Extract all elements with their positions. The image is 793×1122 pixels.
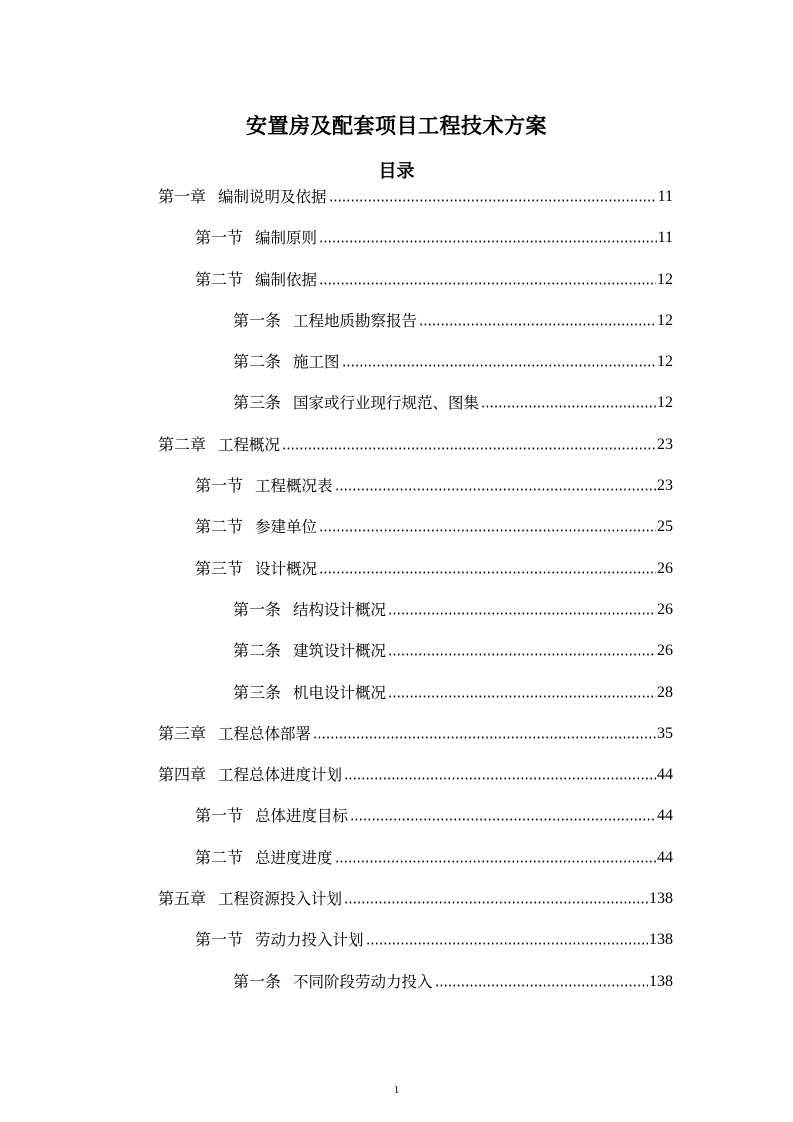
toc-entry[interactable] (0, 763, 793, 804)
dot-leader (319, 268, 656, 285)
toc-entry-number: 第四章 (158, 765, 207, 785)
toc-entry-page: 138 (649, 890, 673, 908)
toc-entry-title: 建筑设计概况 (293, 642, 387, 661)
page-number: 1 (393, 1084, 400, 1096)
document-title: 安置房及配套项目工程技术方案 (246, 114, 547, 139)
toc-entry-number: 第二节 (195, 517, 244, 537)
toc-entry-number: 第三条 (233, 393, 282, 413)
toc-entry[interactable] (0, 928, 793, 969)
toc-entry[interactable] (0, 970, 793, 1011)
toc-entry-page: 12 (657, 311, 673, 329)
toc-entry-title: 总进度进度 (255, 848, 333, 867)
toc-entry[interactable] (0, 226, 793, 267)
toc-entry-title: 机电设计概况 (293, 683, 387, 702)
toc-entry-title: 工程总体部署 (218, 724, 312, 743)
toc-heading: 目录 (378, 160, 415, 182)
dot-leader (282, 433, 656, 450)
toc-entry-page: 35 (657, 724, 673, 742)
dot-leader (366, 928, 648, 945)
dot-leader (435, 970, 648, 987)
dot-leader (388, 639, 656, 656)
toc-entry-title: 工程资源投入计划 (218, 890, 343, 909)
toc-entry[interactable] (0, 515, 793, 556)
toc-entry[interactable] (0, 681, 793, 722)
dot-leader (319, 515, 656, 532)
toc-entry-number: 第二条 (233, 352, 282, 372)
toc-entry-title: 工程总体进度计划 (218, 766, 343, 785)
toc-entry-page: 44 (657, 807, 673, 825)
toc-entry-page: 28 (657, 683, 673, 701)
dot-leader (335, 474, 656, 491)
toc-entry-title: 编制说明及依据 (218, 188, 327, 206)
toc-entry[interactable] (0, 557, 793, 598)
toc-entry-title: 结构设计概况 (293, 600, 387, 619)
toc-entry-title: 国家或行业现行规范、图集 (293, 394, 480, 413)
toc-entry-number: 第二条 (233, 641, 282, 661)
toc-entry-title: 参建单位 (255, 518, 318, 537)
toc-entry-number: 第一节 (195, 476, 244, 496)
dot-leader (388, 681, 656, 698)
dot-leader (313, 722, 656, 739)
toc-entry[interactable] (0, 598, 793, 639)
dot-leader (335, 846, 656, 863)
toc-entry-title: 劳动力投入计划 (255, 931, 364, 950)
toc-entry-number: 第一条 (233, 971, 282, 991)
toc-entry[interactable] (0, 804, 793, 845)
toc-entry-number: 第一条 (233, 310, 282, 330)
toc-entry-page: 26 (657, 559, 673, 577)
toc-entry-title: 工程概况表 (255, 477, 333, 496)
toc-entry-title: 工程地质勘察报告 (293, 311, 418, 330)
toc-entry-title: 施工图 (293, 353, 340, 372)
toc-entry[interactable] (0, 887, 793, 928)
toc-entry[interactable] (0, 268, 793, 309)
toc-entry[interactable] (0, 350, 793, 391)
toc-entry-number: 第一章 (158, 187, 207, 206)
toc-entry-number: 第一节 (195, 228, 244, 248)
dot-leader (342, 350, 656, 367)
toc-entry-title: 设计概况 (255, 559, 318, 578)
table-of-contents (0, 185, 793, 1011)
toc-entry-title: 不同阶段劳动力投入 (293, 972, 433, 991)
toc-entry-number: 第一节 (195, 806, 244, 826)
toc-entry-number: 第二章 (158, 434, 207, 454)
toc-entry[interactable] (0, 722, 793, 763)
toc-entry-page: 12 (657, 270, 673, 288)
toc-entry-number: 第三章 (158, 723, 207, 743)
toc-entry[interactable] (0, 846, 793, 887)
toc-entry-number: 第一条 (233, 599, 282, 619)
toc-entry-title: 编制依据 (255, 270, 318, 289)
toc-entry-page: 44 (657, 848, 673, 866)
toc-entry-page: 11 (657, 229, 673, 247)
toc-entry[interactable] (0, 639, 793, 680)
toc-entry-page: 12 (657, 394, 673, 412)
dot-leader (388, 598, 656, 615)
dot-leader (344, 887, 648, 904)
toc-entry-number: 第五章 (158, 889, 207, 909)
toc-entry[interactable] (0, 309, 793, 350)
toc-entry-page: 23 (657, 477, 673, 495)
dot-leader (350, 804, 656, 821)
toc-entry-number: 第一节 (195, 930, 244, 950)
toc-entry-page: 26 (657, 642, 673, 660)
dot-leader (319, 557, 656, 574)
toc-entry-page: 23 (657, 435, 673, 453)
dot-leader (481, 391, 656, 408)
toc-entry-page: 138 (649, 972, 673, 990)
toc-entry[interactable] (0, 433, 793, 474)
dot-leader (344, 763, 656, 780)
dot-leader (329, 185, 657, 202)
toc-entry-page: 12 (657, 353, 673, 371)
toc-entry-number: 第三条 (233, 682, 282, 702)
toc-entry-page: 26 (657, 600, 673, 618)
toc-entry-page: 11 (657, 188, 673, 205)
toc-entry-number: 第三节 (195, 558, 244, 578)
toc-entry[interactable] (0, 391, 793, 432)
toc-entry-number: 第二节 (195, 269, 244, 289)
toc-entry-page: 138 (649, 931, 673, 949)
dot-leader (319, 226, 657, 243)
toc-entry-title: 编制原则 (255, 229, 318, 248)
toc-entry-page: 25 (657, 518, 673, 536)
dot-leader (419, 309, 656, 326)
toc-entry-number: 第二节 (195, 847, 244, 867)
toc-entry-title: 总体进度目标 (255, 807, 349, 826)
toc-entry-page: 44 (657, 766, 673, 784)
toc-entry[interactable] (0, 474, 793, 515)
toc-entry-title: 工程概况 (218, 435, 281, 454)
toc-entry[interactable] (0, 185, 793, 226)
